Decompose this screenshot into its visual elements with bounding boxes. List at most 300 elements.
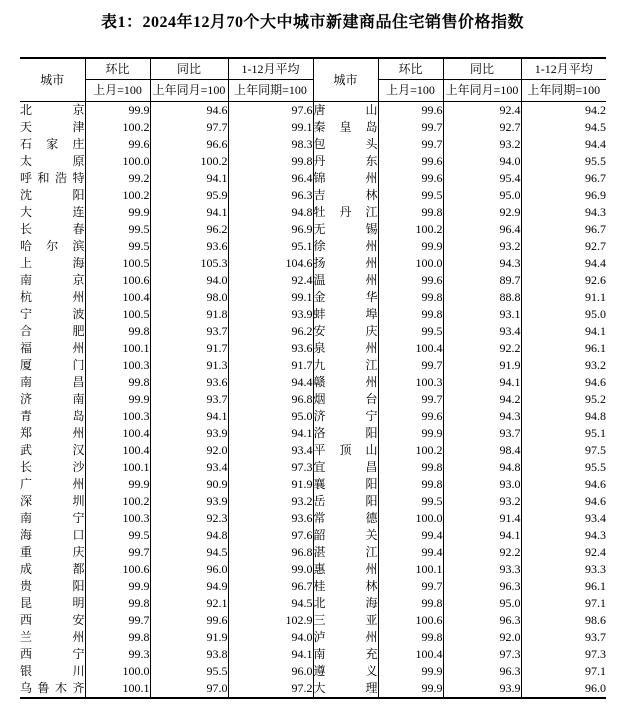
avg-value: 98.3 [228,136,313,153]
city-name: 烟台 [313,392,378,406]
col-header-mom-right: 环比 [378,58,443,80]
avg-value: 94.4 [228,374,313,391]
yoy-value: 92.7 [443,119,521,136]
avg-value: 95.1 [585,426,606,440]
avg-value: 96.8 [228,391,313,408]
yoy-value: 95.0 [443,595,521,612]
yoy-value: 93.9 [150,425,228,442]
city-name: 湛江 [313,545,378,559]
city-name: 牡丹江 [313,205,378,219]
mom-value: 100.4 [85,425,150,442]
city-name: 济南 [20,392,85,406]
mom-value: 100.6 [85,561,150,578]
avg-value: 97.3 [585,647,606,661]
city-name: 成都 [20,562,85,576]
mom-value: 99.6 [85,136,150,153]
mom-value: 100.1 [378,561,443,578]
city-name: 沈阳 [20,188,85,202]
mom-value: 99.8 [378,306,443,323]
city-name: 乌鲁木齐 [20,680,85,698]
city-name: 武汉 [20,443,85,457]
mom-value: 99.6 [378,272,443,289]
mom-value: 99.6 [378,170,443,187]
header-row-1 [20,58,606,80]
yoy-value: 92.9 [443,204,521,221]
col-header-avg-left: 1-12月平均 [228,58,313,80]
avg-value: 91.1 [585,290,606,304]
yoy-value: 94.1 [150,204,228,221]
yoy-value: 91.9 [443,357,521,374]
mom-value: 99.9 [378,425,443,442]
yoy-value: 93.2 [443,136,521,153]
col-subheader-yoy-base-right: 上年同月=100 [443,80,521,102]
avg-value: 94.6 [585,375,606,389]
col-subheader-mom-base-left: 上月=100 [85,80,150,102]
avg-value: 99.0 [228,561,313,578]
yoy-value: 94.5 [150,544,228,561]
mom-value: 100.2 [378,442,443,459]
city-name: 吉林 [313,188,378,202]
yoy-value: 93.9 [150,493,228,510]
mom-value: 99.8 [378,476,443,493]
mom-value: 99.9 [378,238,443,255]
table-row [20,238,606,255]
mom-value: 100.2 [378,221,443,238]
avg-value: 96.8 [228,544,313,561]
mom-value: 99.2 [85,170,150,187]
city-name: 青岛 [20,409,85,423]
yoy-value: 94.9 [150,578,228,595]
table-header [20,58,606,102]
city-name: 桂林 [313,579,378,593]
yoy-value: 96.3 [443,663,521,680]
col-subheader-avg-base-right: 上年同期=100 [521,80,606,102]
city-name: 兰州 [20,630,85,644]
table-row [20,493,606,510]
avg-value: 94.4 [585,137,606,151]
yoy-value: 88.8 [443,289,521,306]
mom-value: 100.4 [85,289,150,306]
col-subheader-yoy-base-left: 上年同月=100 [150,80,228,102]
city-name: 无锡 [313,222,378,236]
avg-value: 96.7 [228,578,313,595]
avg-value: 94.8 [585,409,606,423]
yoy-value: 92.0 [443,629,521,646]
yoy-value: 94.1 [150,408,228,425]
table-row [20,578,606,595]
avg-value: 94.8 [228,204,313,221]
city-name: 秦皇岛 [313,120,378,134]
city-name: 唐山 [313,103,378,117]
table-row [20,391,606,408]
table-row [20,374,606,391]
avg-value: 96.9 [228,221,313,238]
city-name: 安庆 [313,324,378,338]
yoy-value: 98.0 [150,289,228,306]
yoy-value: 91.8 [150,306,228,323]
mom-value: 99.7 [378,578,443,595]
city-name: 哈尔滨 [20,239,85,253]
avg-value: 96.9 [585,188,606,202]
avg-value: 94.5 [585,120,606,134]
price-index-table [20,57,606,699]
avg-value: 96.2 [228,323,313,340]
mom-value: 100.2 [85,187,150,204]
table-row [20,340,606,357]
yoy-value: 96.3 [443,578,521,595]
yoy-value: 91.4 [443,510,521,527]
city-name: 遵义 [313,664,378,678]
mom-value: 99.5 [85,238,150,255]
yoy-value: 93.7 [150,323,228,340]
mom-value: 100.1 [85,680,150,698]
table-row [20,272,606,289]
yoy-value: 94.1 [443,527,521,544]
mom-value: 100.3 [378,374,443,391]
yoy-value: 92.1 [150,595,228,612]
city-name: 厦门 [20,358,85,372]
mom-value: 100.3 [85,510,150,527]
yoy-value: 94.2 [443,391,521,408]
mom-value: 99.7 [378,357,443,374]
mom-value: 99.9 [85,476,150,493]
mom-value: 100.5 [85,255,150,272]
avg-value: 97.1 [585,596,606,610]
avg-value: 94.2 [585,103,606,117]
mom-value: 100.0 [378,255,443,272]
mom-value: 99.9 [378,680,443,698]
yoy-value: 96.6 [150,136,228,153]
yoy-value: 92.3 [150,510,228,527]
mom-value: 99.8 [85,323,150,340]
mom-value: 99.7 [378,391,443,408]
city-name: 包头 [313,137,378,151]
mom-value: 100.4 [85,442,150,459]
avg-value: 97.2 [228,680,313,698]
city-name: 北京 [20,103,85,117]
mom-value: 99.9 [85,391,150,408]
mom-value: 100.1 [85,459,150,476]
avg-value: 95.0 [585,307,606,321]
mom-value: 100.6 [378,612,443,629]
table-title: 表1：2024年12月70个大中城市新建商品住宅销售价格指数 [100,14,524,31]
city-name: 西宁 [20,647,85,661]
city-name: 南充 [313,647,378,661]
city-name: 南昌 [20,375,85,389]
city-name: 合肥 [20,324,85,338]
city-name: 徐州 [313,239,378,253]
mom-value: 99.8 [378,595,443,612]
mom-value: 99.7 [378,136,443,153]
mom-value: 99.9 [85,578,150,595]
table-row [20,425,606,442]
yoy-value: 94.8 [443,459,521,476]
yoy-value: 93.4 [443,323,521,340]
table-row [20,170,606,187]
city-name: 金华 [313,290,378,304]
city-name: 大连 [20,205,85,219]
table-row [20,510,606,527]
avg-value: 93.7 [585,630,606,644]
city-name: 郑州 [20,426,85,440]
avg-value: 97.6 [228,527,313,544]
yoy-value: 93.8 [150,646,228,663]
yoy-value: 97.7 [150,119,228,136]
avg-value: 94.0 [228,629,313,646]
avg-value: 92.6 [585,273,606,287]
yoy-value: 95.0 [443,187,521,204]
yoy-value: 94.8 [150,527,228,544]
city-name: 韶关 [313,528,378,542]
mom-value: 99.8 [378,289,443,306]
city-name: 海口 [20,528,85,542]
yoy-value: 95.4 [443,170,521,187]
yoy-value: 94.1 [150,170,228,187]
table-row [20,476,606,493]
yoy-value: 100.2 [150,153,228,170]
yoy-value: 94.0 [443,153,521,170]
avg-value: 94.1 [228,646,313,663]
mom-value: 100.2 [85,493,150,510]
table-row [20,289,606,306]
city-name: 襄阳 [313,477,378,491]
avg-value: 93.4 [228,442,313,459]
city-name: 泉州 [313,341,378,355]
avg-value: 93.9 [228,306,313,323]
table-row [20,204,606,221]
city-name: 重庆 [20,545,85,559]
yoy-value: 96.4 [443,221,521,238]
table-row [20,561,606,578]
city-name: 广州 [20,477,85,491]
table-row [20,221,606,238]
avg-value: 96.3 [228,187,313,204]
yoy-value: 93.0 [443,476,521,493]
yoy-value: 94.1 [443,374,521,391]
page [0,12,625,711]
yoy-value: 94.3 [443,255,521,272]
mom-value: 100.6 [85,272,150,289]
avg-value: 93.3 [585,562,606,576]
avg-value: 95.2 [585,392,606,406]
table-row [20,255,606,272]
avg-value: 96.1 [585,341,606,355]
yoy-value: 96.0 [150,561,228,578]
city-name: 济宁 [313,409,378,423]
mom-value: 100.2 [85,119,150,136]
yoy-value: 93.3 [443,561,521,578]
avg-value: 96.1 [585,579,606,593]
mom-value: 100.0 [378,510,443,527]
table-row [20,187,606,204]
table-row [20,136,606,153]
col-header-city-right: 城市 [313,58,378,102]
city-name: 北海 [313,596,378,610]
avg-value: 99.8 [228,153,313,170]
mom-value: 99.8 [85,374,150,391]
yoy-value: 93.6 [150,238,228,255]
avg-value: 96.0 [228,663,313,680]
city-name: 长沙 [20,460,85,474]
yoy-value: 92.2 [443,544,521,561]
col-subheader-avg-base-left: 上年同期=100 [228,80,313,102]
mom-value: 99.3 [85,646,150,663]
city-name: 天津 [20,120,85,134]
col-header-city-left: 城市 [20,58,85,102]
avg-value: 94.3 [585,528,606,542]
col-subheader-mom-base-right: 上月=100 [378,80,443,102]
mom-value: 100.4 [378,340,443,357]
table-row [20,629,606,646]
yoy-value: 89.7 [443,272,521,289]
city-name: 长春 [20,222,85,236]
mom-value: 99.8 [85,629,150,646]
table-row [20,119,606,136]
yoy-value: 93.2 [443,238,521,255]
avg-value: 96.7 [585,171,606,185]
mom-value: 99.8 [378,629,443,646]
avg-value: 94.6 [585,477,606,491]
avg-value: 104.6 [228,255,313,272]
avg-value: 94.5 [228,595,313,612]
avg-value: 99.1 [228,289,313,306]
avg-value: 92.4 [228,272,313,289]
avg-value: 95.1 [228,238,313,255]
yoy-value: 96.2 [150,221,228,238]
avg-value: 93.6 [228,510,313,527]
mom-value: 99.7 [85,544,150,561]
table-row [20,408,606,425]
avg-value: 93.4 [585,511,606,525]
city-name: 洛阳 [313,426,378,440]
yoy-value: 93.2 [443,493,521,510]
table-row [20,357,606,374]
mom-value: 100.3 [85,357,150,374]
city-name: 石家庄 [20,137,85,151]
city-name: 南宁 [20,511,85,525]
city-name: 泸州 [313,630,378,644]
mom-value: 99.8 [378,204,443,221]
city-name: 福州 [20,341,85,355]
yoy-value: 97.3 [443,646,521,663]
city-name: 岳阳 [313,494,378,508]
yoy-value: 93.6 [150,374,228,391]
city-name: 惠州 [313,562,378,576]
mom-value: 99.4 [378,544,443,561]
yoy-value: 91.7 [150,340,228,357]
yoy-value: 90.9 [150,476,228,493]
city-name: 平顶山 [313,443,378,457]
city-name: 贵阳 [20,579,85,593]
yoy-value: 94.3 [443,408,521,425]
table-body [20,102,606,699]
mom-value: 99.5 [378,187,443,204]
mom-value: 99.7 [85,612,150,629]
avg-value: 97.1 [585,664,606,678]
city-name: 常德 [313,511,378,525]
yoy-value: 98.4 [443,442,521,459]
avg-value: 94.3 [585,205,606,219]
city-name: 上海 [20,256,85,270]
avg-value: 95.5 [585,460,606,474]
avg-value: 91.7 [228,357,313,374]
yoy-value: 93.4 [150,459,228,476]
avg-value: 99.1 [228,119,313,136]
yoy-value: 93.9 [443,680,521,698]
yoy-value: 93.7 [150,391,228,408]
mom-value: 99.5 [85,527,150,544]
col-header-yoy-right: 同比 [443,58,521,80]
mom-value: 99.8 [378,459,443,476]
table-row [20,153,606,170]
table-row [20,323,606,340]
avg-value: 97.6 [228,102,313,120]
city-name: 锦州 [313,171,378,185]
city-name: 宁波 [20,307,85,321]
city-name: 蚌埠 [313,307,378,321]
avg-value: 97.5 [585,443,606,457]
mom-value: 99.5 [378,323,443,340]
table-row [20,102,606,120]
table-row [20,680,606,698]
city-name: 呼和浩特 [20,171,85,185]
mom-value: 99.4 [378,527,443,544]
table-row [20,544,606,561]
city-name: 南京 [20,273,85,287]
avg-value: 98.6 [585,613,606,627]
avg-value: 96.0 [585,681,606,695]
city-name: 深圳 [20,494,85,508]
yoy-value: 99.6 [150,612,228,629]
avg-value: 93.6 [228,340,313,357]
yoy-value: 91.9 [150,629,228,646]
city-name: 温州 [313,273,378,287]
mom-value: 99.5 [378,493,443,510]
avg-value: 94.1 [585,324,606,338]
city-name: 西安 [20,613,85,627]
yoy-value: 92.4 [443,102,521,120]
mom-value: 99.6 [378,153,443,170]
yoy-value: 92.2 [443,340,521,357]
yoy-value: 95.9 [150,187,228,204]
table-row [20,442,606,459]
city-name: 赣州 [313,375,378,389]
avg-value: 91.9 [228,476,313,493]
avg-value: 92.4 [585,545,606,559]
city-name: 银川 [20,664,85,678]
mom-value: 100.3 [85,408,150,425]
yoy-value: 97.0 [150,680,228,698]
yoy-value: 105.3 [150,255,228,272]
avg-value: 95.5 [585,154,606,168]
table-row [20,527,606,544]
avg-value: 96.4 [228,170,313,187]
mom-value: 99.6 [378,408,443,425]
avg-value: 93.2 [585,358,606,372]
mom-value: 99.9 [378,663,443,680]
avg-value: 94.4 [585,256,606,270]
mom-value: 100.1 [85,340,150,357]
yoy-value: 95.5 [150,663,228,680]
avg-value: 102.9 [228,612,313,629]
city-name: 大理 [313,680,378,698]
mom-value: 99.7 [378,119,443,136]
city-name: 昆明 [20,596,85,610]
yoy-value: 93.1 [443,306,521,323]
avg-value: 95.0 [228,408,313,425]
city-name: 宜昌 [313,460,378,474]
avg-value: 96.7 [585,222,606,236]
